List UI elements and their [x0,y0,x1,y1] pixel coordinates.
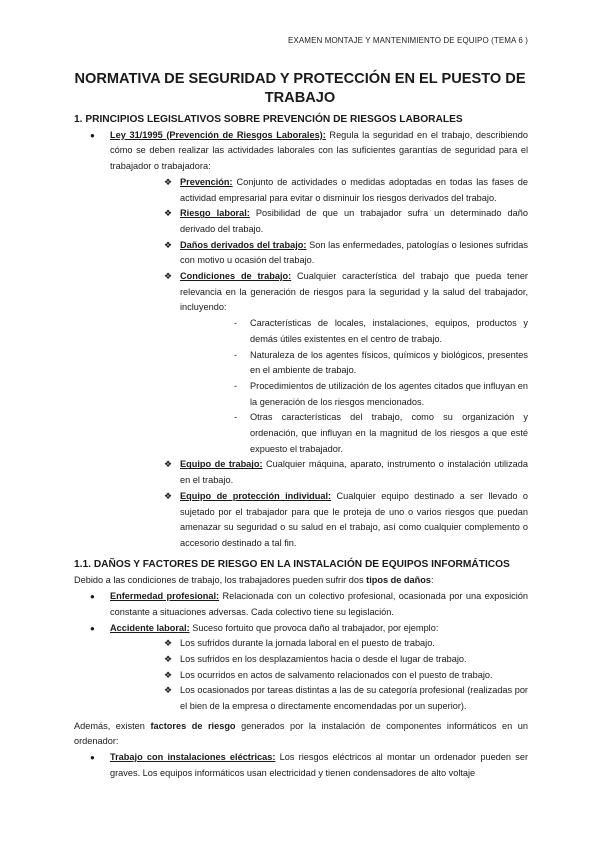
accident-example [146,683,528,714]
diamond-bullet-icon: ❖ [164,208,173,219]
law-list [74,128,528,552]
diamond-bullet-icon: ❖ [164,271,173,282]
definition-item [146,269,528,457]
condition-text: Procedimientos de utilización de los agentes citados que influyan en la generación de los riesgos mencionados. [250,380,528,407]
accident-example-text: Los sufridos durante la jornada laboral en el puesto de trabajo. [180,638,435,649]
diamond-bullet-icon: ❖ [164,176,173,187]
diamond-bullet-icon: ❖ [164,638,173,649]
accident-example [146,668,528,684]
section-heading-2: 1.1. DAÑOS Y FACTORES DE RIESGO EN LA INSTALACIÓN DE EQUIPOS INFORMÁTICOS [74,558,510,570]
accident-example [146,636,528,652]
definition-text: Cualquier máquina, aparato, instrumento o instalación utilizada en el trabajo. [180,459,528,486]
condition-text: Naturaleza de los agentes físicos, químicos y biológicos, presentes en el ambiente de trabajo. [250,349,528,376]
risk-factor-text: Los riesgos eléctricos al montar un ordenador pueden ser graves. Los equipos informáticos usan electricidad y tienen condensadores de alto voltaje [110,752,528,778]
round-bullet-icon: ● [90,592,95,602]
dash-bullet-icon: - [234,412,238,423]
condition-text: Otras características del trabajo, como su organización y ordenación, que influyan en la magnitud de los riesgos a que esté expuesto el trabajador. [250,412,528,454]
risk-factor-item [74,750,528,781]
condition-text: Características de locales, instalaciones, equipos, productos y demás útiles existentes en el centro de trabajo. [250,318,528,344]
condition-item [214,348,528,379]
law-text: Regula la seguridad en el trabajo, describiendo cómo se deben realizar las actividades laborales con las suficientes garantías de seguridad para el trabajador o trabajadora: [110,129,528,172]
definition-text: Posibilidad de que un trabajador sufra un determinado daño derivado del trabajo. [180,208,528,234]
diamond-bullet-icon: ❖ [164,685,173,696]
definition-item [146,238,528,269]
diamond-bullet-icon: ❖ [164,653,173,664]
definition-text: Cualquier equipo destinado a ser llevado o sujetado por el trabajador para que le proteja de uno o varios riesgos que puedan amenazar su seguridad o su salud en el trabajo, así como cualquier complemento o accesorio destinado a tal fin. [180,490,528,548]
condition-item [214,316,528,347]
factors-text: Además, existen [74,720,151,731]
definition-term: Condiciones de trabajo: [180,271,292,282]
dash-bullet-icon: - [234,318,238,329]
accident-example [146,652,528,668]
definition-item [146,206,528,237]
accident-example-text: Los ocasionados por tareas distintas a las de su categoría profesional (realizadas por el bien de la empresa o directamente encomendadas por un superior). [180,685,528,712]
damage-type-text: Relacionada con un colectivo profesional, ocasionada por una exposición constante a situaciones adversas. Cada colectivo tiene su legislación. [110,591,529,617]
law-item [74,128,528,552]
intro-text: Debido a las condiciones de trabajo, los trabajadores pueden sufrir dos [74,575,367,586]
damage-types-list [74,589,528,715]
definition-item [146,175,528,206]
definition-item [146,489,528,552]
definition-term: Equipo de protección individual: [180,490,332,501]
intro-end-text: : [430,575,434,586]
damage-type-text: Suceso fortuito que provoca daño al trabajador, por ejemplo: [189,622,439,633]
definition-item [146,457,528,488]
law-term: Ley 31/1995 (Prevención de Riesgos Laborales): [110,129,326,140]
definition-text: Conjunto de actividades o medidas adoptadas en todas las fases de actividad empresarial para evitar o disminuir los riesgos derivados del trabajo. [180,176,528,203]
definition-term: Prevención: [180,176,233,187]
accident-example-text: Los ocurridos en actos de salvamento relacionados con el puesto de trabajo. [180,669,493,680]
intro-bold-text: tipos de daños [366,575,431,586]
condition-item [214,379,528,410]
diamond-bullet-icon: ❖ [164,490,173,501]
definition-text: Son las enfermedades, patologías o lesiones sufridas con motivo u ocasión del trabajo. [180,239,528,266]
round-bullet-icon: ● [90,130,95,140]
diamond-bullet-icon: ❖ [164,669,173,680]
round-bullet-icon: ● [90,623,95,633]
diamond-bullet-icon: ❖ [164,239,173,250]
risk-factor-term: Trabajo con instalaciones eléctricas: [110,752,276,763]
damage-type-item [74,589,528,620]
factors-end-text: generados por la instalación de componentes informáticos en un ordenador: [74,720,528,747]
factors-bold-text: factores de riesgo [150,720,236,731]
law-definitions-list [110,175,528,552]
damage-type-term: Accidente laboral: [110,622,190,633]
dash-bullet-icon: - [234,349,238,360]
conditions-list [180,316,528,457]
condition-item [214,410,528,457]
round-bullet-icon: ● [90,753,95,763]
risk-factors-intro [74,719,528,750]
risk-factors-list [74,750,528,781]
dash-bullet-icon: - [234,380,238,391]
definition-term: Riesgo laboral: [180,208,250,219]
document-title: NORMATIVA DE SEGURIDAD Y PROTECCIÓN EN EL PUESTO DE TRABAJO [74,71,526,106]
definition-text: Cualquier característica del trabajo que pueda tener relevancia en la generación de riesgos para la seguridad y la salud del trabajador, incluyendo: [180,271,528,313]
accident-example-text: Los sufridos en los desplazamientos hacia o desde el lugar de trabajo. [180,653,467,664]
page-header: EXAMEN MONTAJE Y MANTENIMIENTO DE EQUIPO (TEMA 6 ) [288,36,528,45]
definition-term: Equipo de trabajo: [180,459,263,470]
definition-term: Daños derivados del trabajo: [180,239,307,250]
accident-examples-list [110,636,528,715]
section-heading-1: 1. PRINCIPIOS LEGISLATIVOS SOBRE PREVENCIÓN DE RIESGOS LABORALES [74,114,463,125]
damage-types-intro [74,573,528,589]
damage-type-item [74,621,528,715]
diamond-bullet-icon: ❖ [164,459,173,470]
document-body [74,112,528,782]
damage-type-term: Enfermedad profesional: [110,591,220,602]
